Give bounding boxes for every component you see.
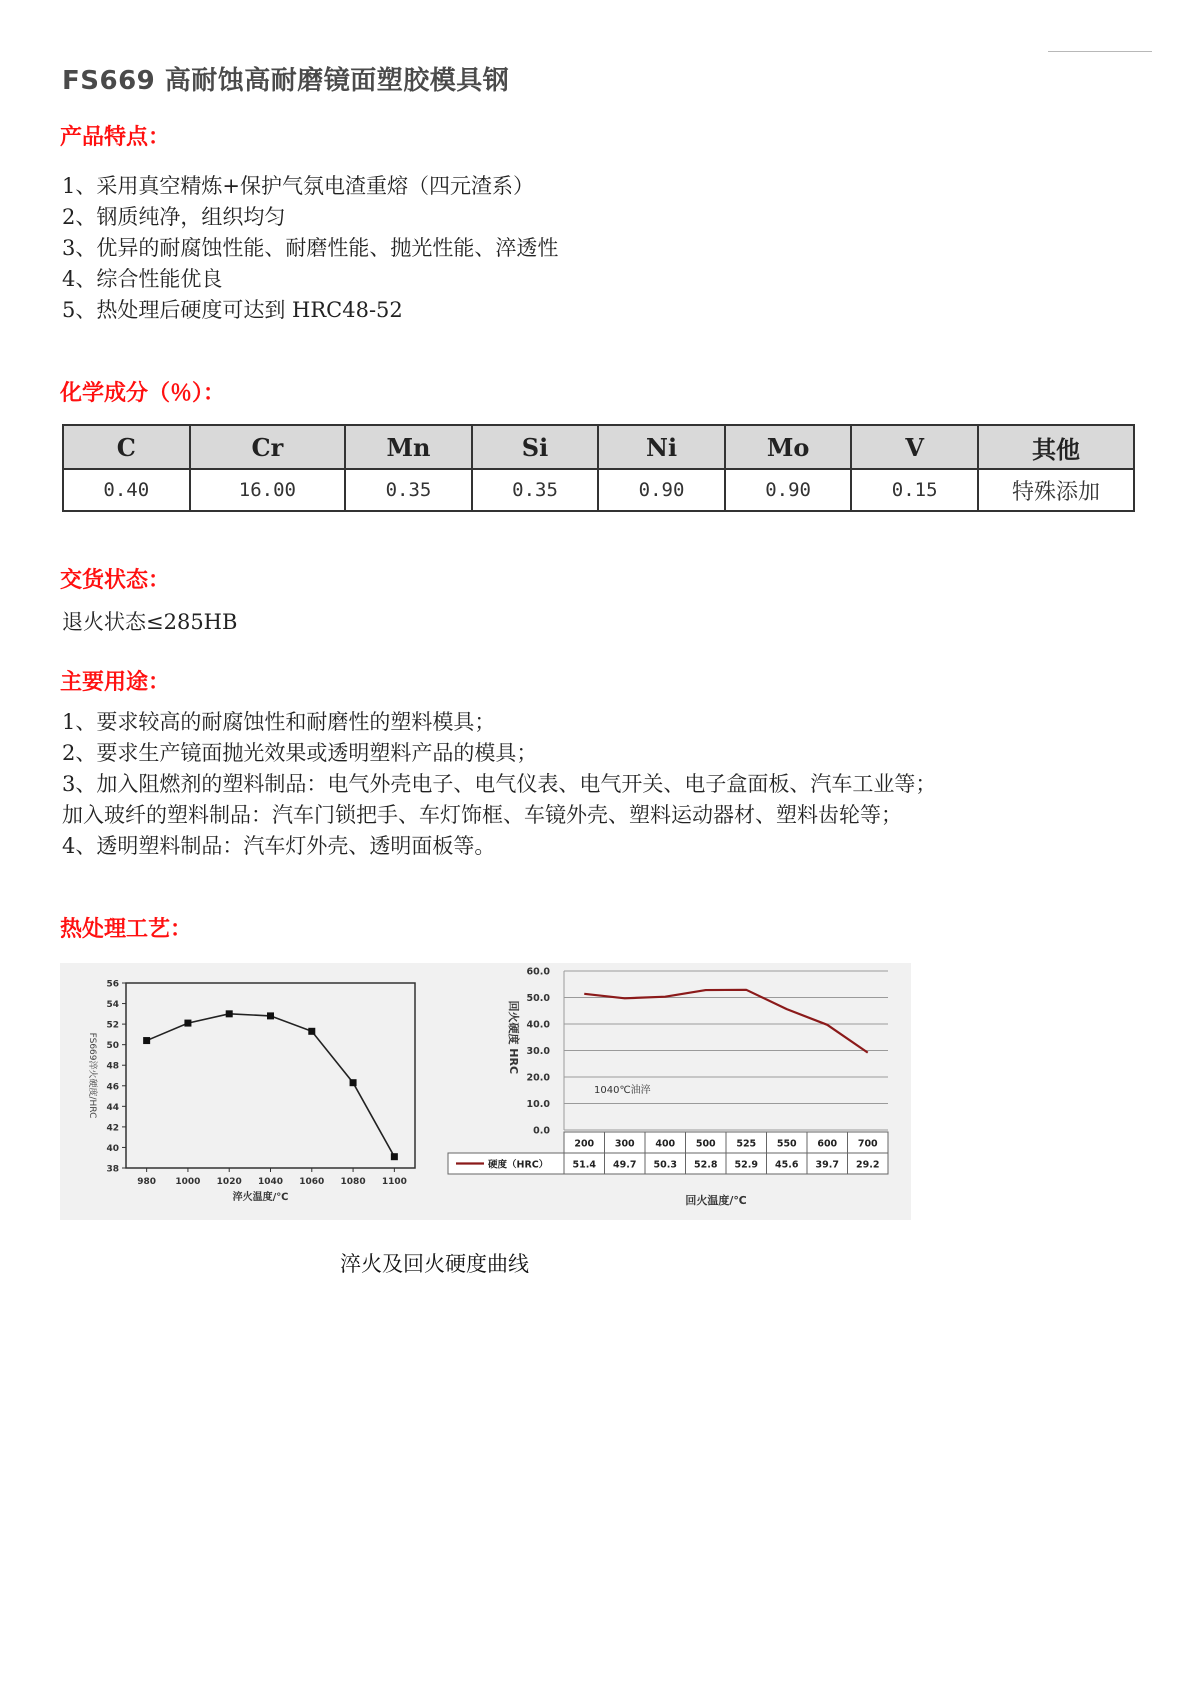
heat-treatment-heading: 热处理工艺： (60, 917, 193, 942)
svg-text:39.7: 39.7 (815, 1159, 839, 1171)
table-header-row (63, 425, 1134, 469)
svg-text:44: 44 (106, 1102, 119, 1113)
svg-text:525: 525 (736, 1138, 757, 1150)
table-cell: 0.15 (851, 469, 978, 511)
svg-text:1020: 1020 (216, 1177, 242, 1187)
list-item: 3、优异的耐腐蚀性能、耐磨性能、抛光性能、淬透性 (62, 236, 559, 260)
svg-text:52.9: 52.9 (734, 1159, 758, 1171)
table-row (63, 469, 1134, 511)
list-item: 加入玻纤的塑料制品：汽车门锁把手、车灯饰框、车镜外壳、塑料运动器材、塑料齿轮等； (62, 803, 902, 827)
list-item: 2、钢质纯净，组织均匀 (62, 205, 286, 229)
delivery-heading: 交货状态： (60, 568, 171, 593)
svg-text:40.0: 40.0 (526, 1019, 550, 1031)
table-cell: 16.00 (190, 469, 346, 511)
chart-caption: 淬火及回火硬度曲线 (340, 1252, 529, 1276)
svg-text:42: 42 (106, 1123, 119, 1134)
svg-text:400: 400 (655, 1138, 676, 1150)
svg-text:20.0: 20.0 (526, 1072, 550, 1084)
svg-text:50.0: 50.0 (526, 993, 550, 1004)
table-cell: 0.35 (345, 469, 472, 511)
svg-text:200: 200 (574, 1138, 595, 1150)
column-header: Si (472, 425, 599, 469)
svg-text:48: 48 (106, 1061, 119, 1072)
svg-text:50: 50 (106, 1041, 119, 1052)
list-item: 3、加入阻燃剂的塑料制品：电气外壳电子、电气仪表、电气开关、电子盒面板、汽车工业等； (62, 772, 937, 796)
column-header: 其他 (978, 425, 1134, 469)
column-header: V (851, 425, 978, 469)
hardness-charts-image (60, 963, 911, 1220)
svg-text:淬火温度/℃: 淬火温度/℃ (232, 1192, 289, 1203)
table-cell: 0.90 (598, 469, 725, 511)
svg-text:30.0: 30.0 (526, 1046, 550, 1057)
features-list (62, 171, 558, 326)
list-item: 4、综合性能优良 (62, 267, 223, 291)
svg-text:980: 980 (137, 1177, 157, 1187)
svg-text:1040: 1040 (257, 1177, 284, 1187)
table-cell: 0.40 (63, 469, 190, 511)
column-header: Mn (345, 425, 472, 469)
svg-text:52: 52 (106, 1020, 119, 1031)
svg-text:FS669淬火硬度/HRC: FS669淬火硬度/HRC (87, 1032, 97, 1119)
svg-text:52.8: 52.8 (694, 1159, 718, 1171)
list-item: 1、采用真空精炼+保护气氛电渣重熔（四元渣系） (62, 174, 534, 198)
uses-list (62, 707, 936, 862)
uses-heading: 主要用途： (60, 670, 171, 695)
svg-text:50.3: 50.3 (653, 1159, 677, 1171)
svg-text:700: 700 (857, 1138, 878, 1150)
svg-text:29.2: 29.2 (856, 1159, 880, 1171)
svg-text:300: 300 (614, 1138, 635, 1150)
svg-text:硬度（HRC）: 硬度（HRC） (488, 1159, 549, 1171)
svg-text:回火硬度 HRC: 回火硬度 HRC (507, 1000, 520, 1075)
list-item: 4、透明塑料制品：汽车灯外壳、透明面板等。 (62, 834, 496, 858)
svg-text:1100: 1100 (381, 1177, 407, 1187)
list-item: 2、要求生产镜面抛光效果或透明塑料产品的模具； (62, 741, 538, 765)
column-header: Cr (190, 425, 346, 469)
column-header: Ni (598, 425, 725, 469)
table-cell: 特殊添加 (978, 469, 1134, 511)
svg-text:40: 40 (106, 1143, 119, 1154)
header-rule (1048, 51, 1152, 52)
svg-text:1080: 1080 (340, 1177, 366, 1187)
svg-text:60.0: 60.0 (526, 966, 550, 978)
svg-text:1060: 1060 (299, 1177, 325, 1187)
svg-text:45.6: 45.6 (775, 1159, 799, 1171)
svg-text:46: 46 (106, 1082, 119, 1093)
page-title: FS669 高耐蚀高耐磨镜面塑胶模具钢 (62, 66, 510, 96)
svg-text:49.7: 49.7 (613, 1159, 637, 1171)
svg-text:0.0: 0.0 (533, 1125, 550, 1137)
svg-text:54: 54 (106, 1000, 119, 1011)
table-cell: 0.90 (725, 469, 852, 511)
list-item: 1、要求较高的耐腐蚀性和耐磨性的塑料模具； (62, 710, 496, 734)
svg-text:38: 38 (106, 1164, 119, 1175)
composition-table (62, 424, 1135, 512)
svg-text:1040℃油淬: 1040℃油淬 (594, 1084, 651, 1096)
column-header: Mo (725, 425, 852, 469)
tempering-hardness-chart (440, 963, 911, 1220)
quench-hardness-chart (60, 963, 440, 1220)
table-cell: 0.35 (472, 469, 599, 511)
svg-text:600: 600 (817, 1138, 838, 1150)
composition-heading: 化学成分（％）： (60, 381, 226, 406)
delivery-text: 退火状态≤285HB (62, 610, 238, 634)
svg-text:51.4: 51.4 (572, 1159, 596, 1171)
svg-text:1000: 1000 (175, 1177, 201, 1187)
svg-text:500: 500 (695, 1138, 716, 1150)
list-item: 5、热处理后硬度可达到 HRC48-52 (62, 298, 403, 322)
svg-text:56: 56 (106, 979, 119, 990)
svg-text:回火温度/℃: 回火温度/℃ (685, 1194, 747, 1207)
features-heading: 产品特点： (60, 125, 171, 150)
svg-text:550: 550 (776, 1138, 797, 1150)
column-header: C (63, 425, 190, 469)
svg-text:10.0: 10.0 (526, 1099, 550, 1110)
